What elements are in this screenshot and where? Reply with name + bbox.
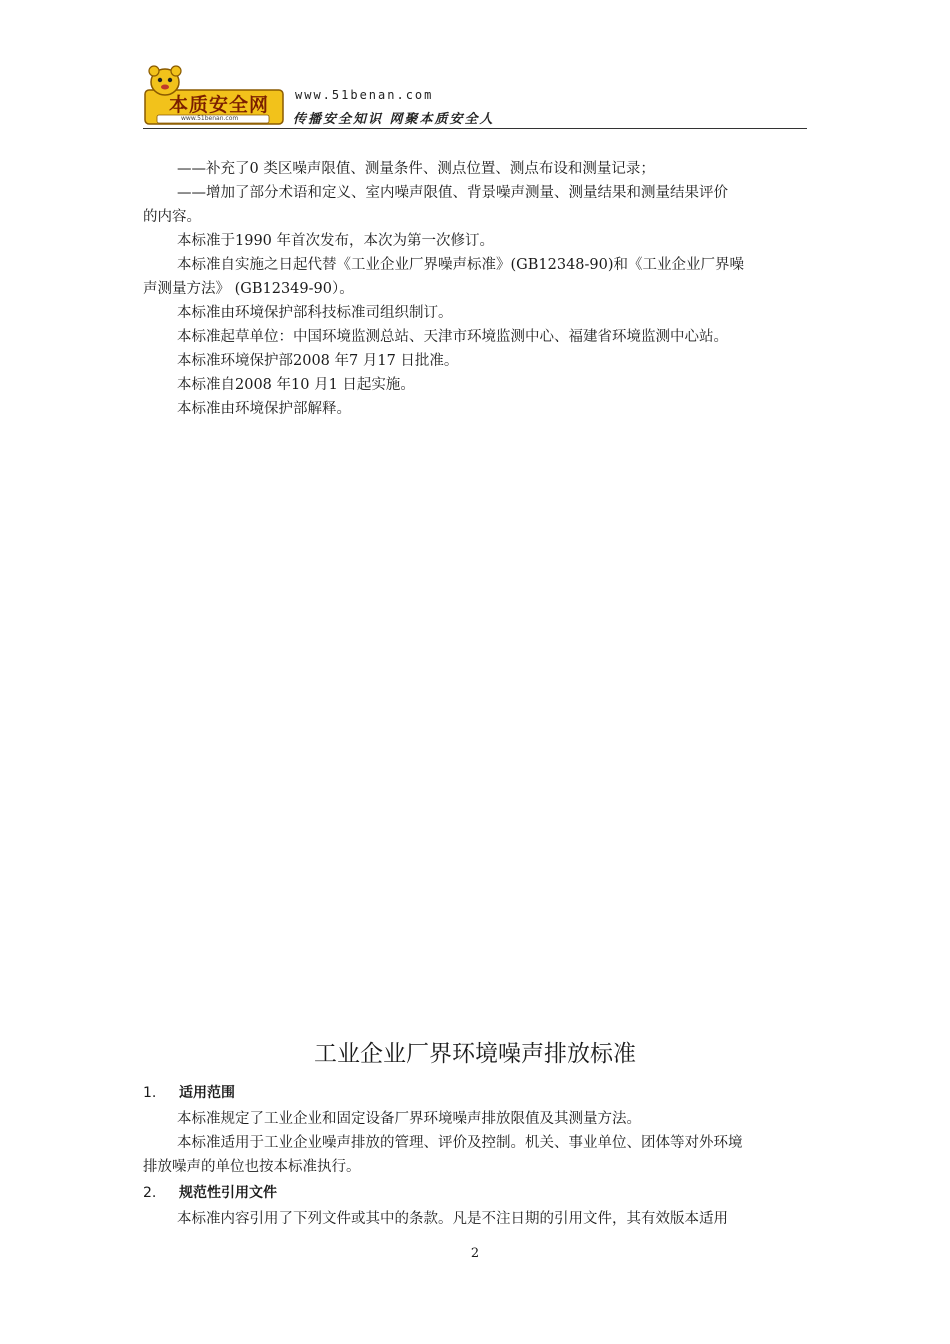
preface-line: 本标准自2008 年10 月1 日起实施。 (177, 377, 415, 393)
preface-line: 本标准于1990 年首次发布，本次为第一次修订。 (177, 233, 495, 249)
section-body-line: 本标准适用于工业企业噪声排放的管理、评价及控制。机关、事业单位、团体等对外环境 (177, 1135, 743, 1151)
section-heading (143, 1081, 807, 1105)
preface-line: ——补充了0 类区噪声限值、测量条件、测点位置、测点布设和测量记录； (177, 161, 655, 177)
section-body-line: 本标准内容引用了下列文件或其中的条款。凡是不注日期的引用文件，其有效版本适用 (177, 1211, 728, 1227)
logo-url-text: www.51benan.com (181, 115, 239, 122)
preface-line: 本标准起草单位：中国环境监测总站、天津市环境监测中心、福建省环境监测中心站。 (177, 329, 728, 345)
section-body-line: 排放噪声的单位也按本标准执行。 (143, 1159, 361, 1175)
preface-line: 声测量方法》 (GB12349-90）。 (143, 281, 354, 297)
document-title: 工业企业厂界环境噪声排放标准 (314, 1041, 636, 1067)
section-heading (143, 1181, 807, 1205)
section-number: 2. (143, 1185, 157, 1201)
section-number: 1. (143, 1085, 157, 1101)
section-body-line: 本标准规定了工业企业和固定设备厂界环境噪声排放限值及其测量方法。 (177, 1111, 641, 1127)
preface-line: 的内容。 (143, 209, 201, 225)
page-header (143, 62, 807, 130)
header-divider (143, 128, 807, 129)
preface-line: 本标准自实施之日起代替《工业企业厂界噪声标准》(GB12348-90)和《工业企业厂界噪 (177, 257, 745, 273)
preface-line: ——增加了部分术语和定义、室内噪声限值、背景噪声测量、测量结果和测量结果评价 (177, 185, 728, 201)
page-number: 2 (470, 1246, 480, 1261)
site-url[interactable]: www.51benan.com (295, 88, 434, 102)
preface-line: 本标准环境保护部2008 年7 月17 日批准。 (177, 353, 459, 369)
section-title: 适用范围 (179, 1085, 235, 1101)
section-title: 规范性引用文件 (179, 1185, 277, 1201)
logo-wordmark: 本质安全网 (169, 94, 270, 116)
site-slogan: 传播安全知识 网聚本质安全人 (293, 112, 495, 127)
preface-line: 本标准由环境保护部科技标准司组织制订。 (177, 305, 453, 321)
site-logo (143, 62, 285, 128)
preface-line: 本标准由环境保护部解释。 (177, 401, 351, 417)
